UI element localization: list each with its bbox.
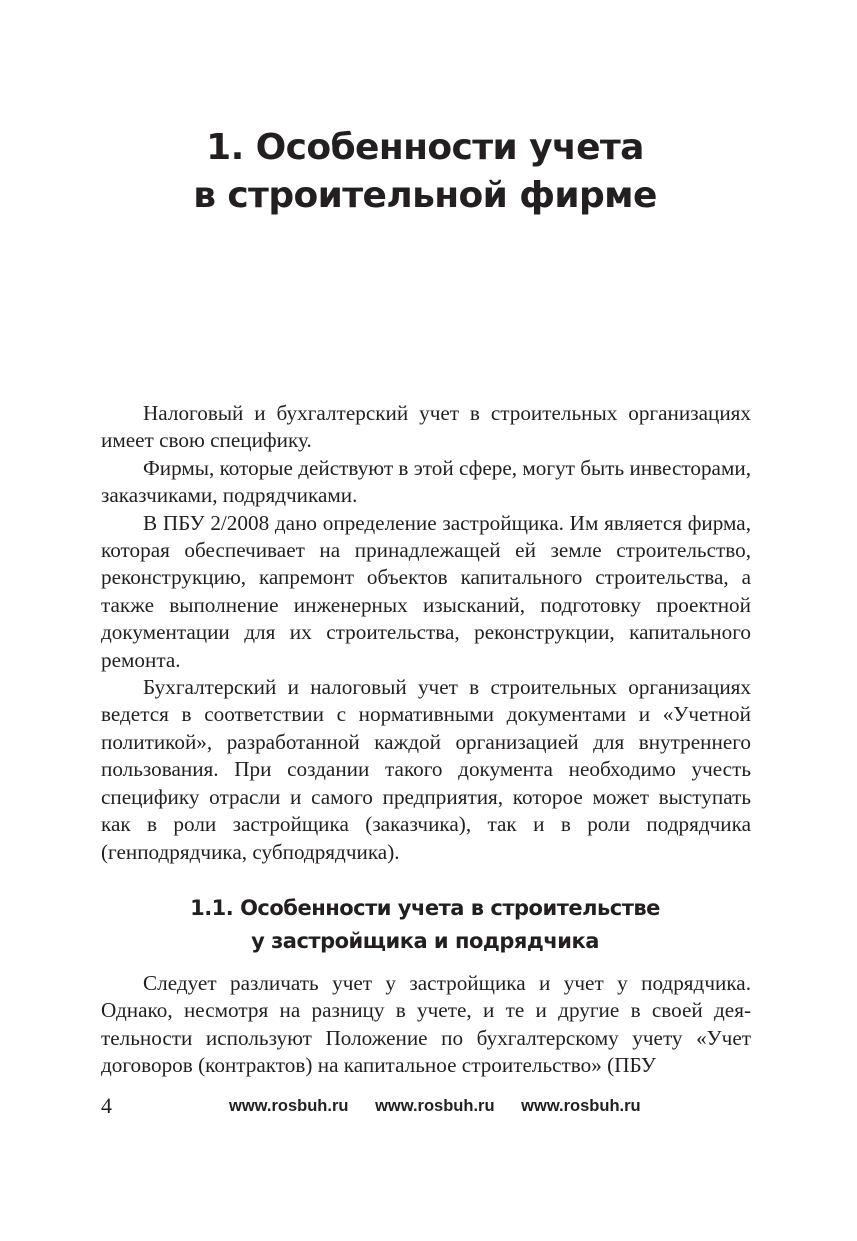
section-title-line-1: 1.1. Особенности учета в строительстве xyxy=(190,896,660,920)
section-title-line-2: у застройщика и подрядчика xyxy=(251,929,599,953)
footer-link[interactable]: www.rosbuh.ru xyxy=(229,1097,349,1115)
footer-link[interactable]: www.rosbuh.ru xyxy=(521,1097,641,1115)
footer-links xyxy=(229,1095,641,1117)
paragraph: Следует различать учет у застройщика и учет у подрядчика. Однако, несмотря на разницу в учете, и те и другие в своей деятельности используют Положение по бухгалтерскому учету «Учет договоров (контрактов) на капитальное строительство» (ПБУ xyxy=(101,971,751,1078)
paragraph: В ПБУ 2/2008 дано определение застройщика. Им является фирма, которая обеспечивает на принадлежащей ей земле строительство, реконструкцию, капремонт объектов капитального строительства, а также выполнение инженерных изысканий, подготовку проектной документации для их строительства, реконструкции, капитального ремонта. xyxy=(101,510,751,672)
chapter-title-line-2: в строительной фирме xyxy=(193,175,657,216)
paragraph: Фирмы, которые действуют в этой сфере, могут быть инвесторами, заказчиками, подрядчиками. xyxy=(101,455,751,508)
section-text xyxy=(101,970,751,1080)
footer-link[interactable]: www.rosbuh.ru xyxy=(375,1097,495,1115)
chapter-title xyxy=(100,124,750,220)
paragraph: Налоговый и бухгалтерский учет в строительных организациях имеет свою специфику. xyxy=(101,401,751,453)
paragraph: Бухгалтерский и налоговый учет в строительных организациях ведется в соответствии с нормативными документами и «Учетной политикой», разработанной каждой организацией для внутреннего пользования. При создании такого документа необходимо учесть специфику отрасли и самого предприятия, которое может выступать как в роли застройщика (заказчика), так и в роли подрядчика (генподрядчика, субподрядчика). xyxy=(101,675,751,864)
chapter-title-line-1: 1. Особенности учета xyxy=(206,127,644,168)
page-number: 4 xyxy=(101,1093,112,1118)
page-footer xyxy=(101,1093,751,1119)
intro-text xyxy=(101,400,751,866)
section-title xyxy=(100,892,750,958)
